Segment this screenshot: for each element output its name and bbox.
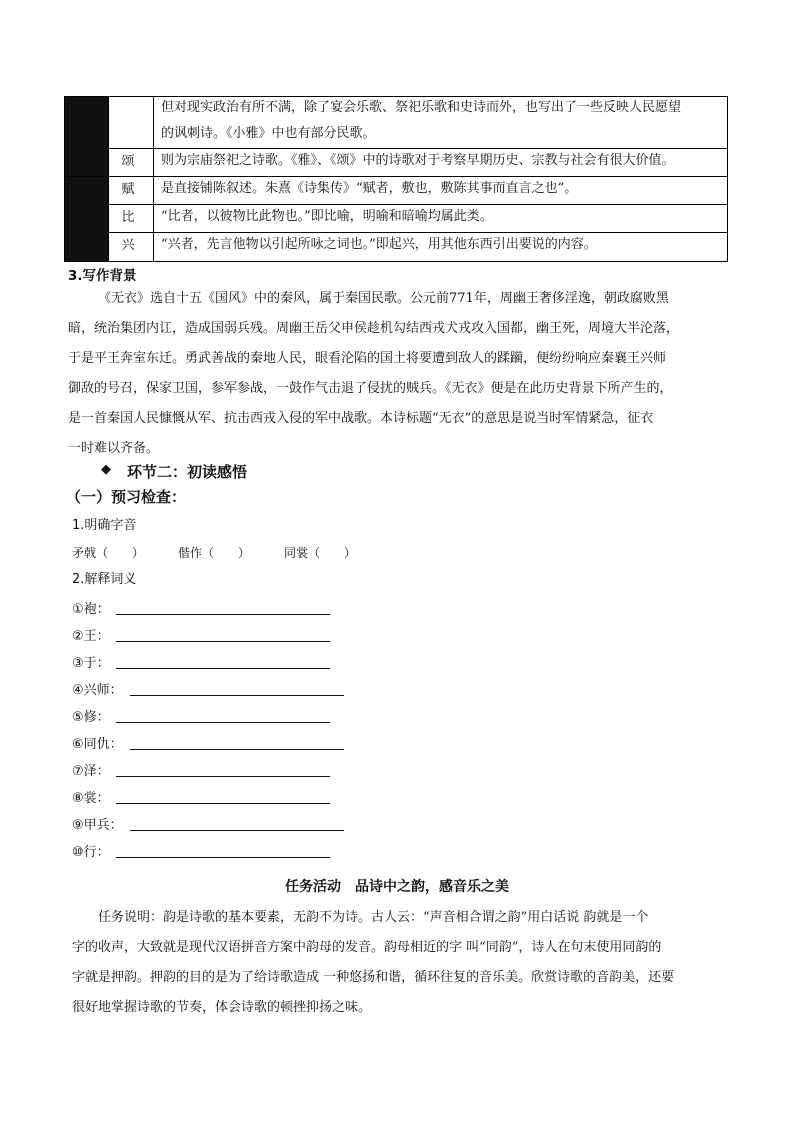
define-heading: 2.解释词义: [72, 572, 137, 587]
define-item: ⑩行：: [72, 845, 110, 860]
table-divider: [108, 97, 109, 261]
define-item: ②王：: [72, 629, 110, 644]
table-category-fu: 赋: [121, 182, 135, 197]
section-title: 环节二：初读感悟: [127, 463, 248, 481]
answer-blank[interactable]: [116, 614, 330, 615]
table-row-xing-text: “兴者，先言他物以引起所咏之词也。”即起兴，用其他东西引出要说的内容。: [161, 237, 597, 252]
background-line: 《无衣》选自十五《国风》中的秦风，属于秦国民歌。公元前771年，周幽王奢侈淫逸，朝政腐败黑: [98, 291, 669, 306]
table-category-bi: 比: [121, 210, 135, 225]
answer-blank[interactable]: [130, 695, 344, 696]
task-line: 字就是押韵。押韵的目的是为了给诗歌造成 一种悠扬和谐，循环往复的音乐美。欣赏诗歌的音韵美，还要: [72, 970, 675, 985]
table-row-fu-text: 是直接铺陈叙述。朱熹《诗集传》“赋者，敷也，敷陈其事而直言之也”。: [161, 181, 578, 196]
answer-blank[interactable]: [130, 830, 344, 831]
answer-blank[interactable]: [130, 749, 344, 750]
table-row-song-text: 则为宗庙祭祀之诗歌。《雅》、《颂》中的诗歌对于考察早期历史、宗教与社会有很大价值。: [161, 153, 675, 168]
table-category-song: 颂: [121, 154, 135, 169]
answer-blank[interactable]: [116, 641, 330, 642]
answer-blank[interactable]: [116, 776, 330, 777]
technique-section-label: 手法: [6, 208, 37, 226]
task-line: 字的收声，大致就是现代汉语拼音方案中韵母的发音。韵母相近的字 叫“同韵”，诗人在句末使用同韵的: [72, 940, 662, 955]
table-dark-column: [65, 97, 108, 261]
define-item: ⑥同仇：: [72, 737, 123, 752]
define-item: ③于：: [72, 656, 110, 671]
background-heading: 3.写作背景: [68, 268, 137, 284]
define-item: ①袍：: [72, 602, 110, 617]
define-item: ⑧裳：: [72, 791, 110, 806]
pronounce-item: 偕作（ ）: [178, 546, 251, 560]
define-item: ⑨甲兵：: [72, 818, 123, 833]
background-line: 是一首秦国人民慷慨从军、抗击西戎入侵的军中战歌。本诗标题“无衣”的意思是说当时军情紧急，征衣: [68, 411, 654, 426]
task-line: 任务说明：韵是诗歌的基本要素，无韵不为诗。古人云：“声音相合谓之韵”用白话说 韵就是一个: [98, 910, 649, 925]
table-category-xing: 兴: [121, 238, 135, 253]
task-line: 很好地掌握诗歌的节奏，体会诗歌的顿挫抑扬之味。: [72, 1000, 372, 1015]
table-row-ya-line2: 的讽刺诗。《小雅》中也有部分民歌。: [161, 126, 376, 141]
answer-blank[interactable]: [116, 803, 330, 804]
background-line: 于是平王奔室东迁。勇武善战的秦地人民，眼看沦陷的国土将要遭到敌人的蹂躏，便纷纷响应秦襄王兴师: [68, 351, 667, 366]
table-divider: [153, 97, 154, 261]
background-line: 御敌的号召，保家卫国，参军参战，一鼓作气击退了侵扰的贼兵。《无衣》便是在此历史背景下所产生的，: [68, 381, 673, 396]
define-item: ⑦泽：: [72, 764, 110, 779]
pronounce-item: 矛戟（ ）: [72, 546, 145, 560]
answer-blank[interactable]: [116, 722, 330, 723]
task-title: 任务活动 品诗中之韵，感音乐之美: [285, 879, 509, 895]
answer-blank[interactable]: [116, 857, 330, 858]
section-subtitle: （一）预习检查：: [66, 488, 187, 506]
define-item: ⑤修：: [72, 710, 110, 725]
define-item: ④兴师：: [72, 683, 123, 698]
answer-blank[interactable]: [116, 668, 330, 669]
background-line: 暗，统治集团内讧，造成国弱兵残。周幽王岳父申侯趁机勾结西戎犬戎攻入国都，幽王死，周境大半沦落，: [68, 321, 680, 336]
background-line: 一时难以齐备。: [68, 441, 160, 456]
table-row-ya-line1: 但对现实政治有所不满，除了宴会乐歌、祭祀乐歌和史诗而外，也写出了一些反映人民愿望: [161, 100, 682, 115]
pronounce-item: 同裳（ ）: [284, 546, 357, 560]
diamond-bullet-icon: ◆: [101, 462, 111, 477]
pronounce-heading: 1.明确字音: [72, 518, 137, 533]
table-row-bi-text: “比者，以彼物比此物也。”即比喻，明喻和暗喻均属此类。: [161, 209, 493, 224]
